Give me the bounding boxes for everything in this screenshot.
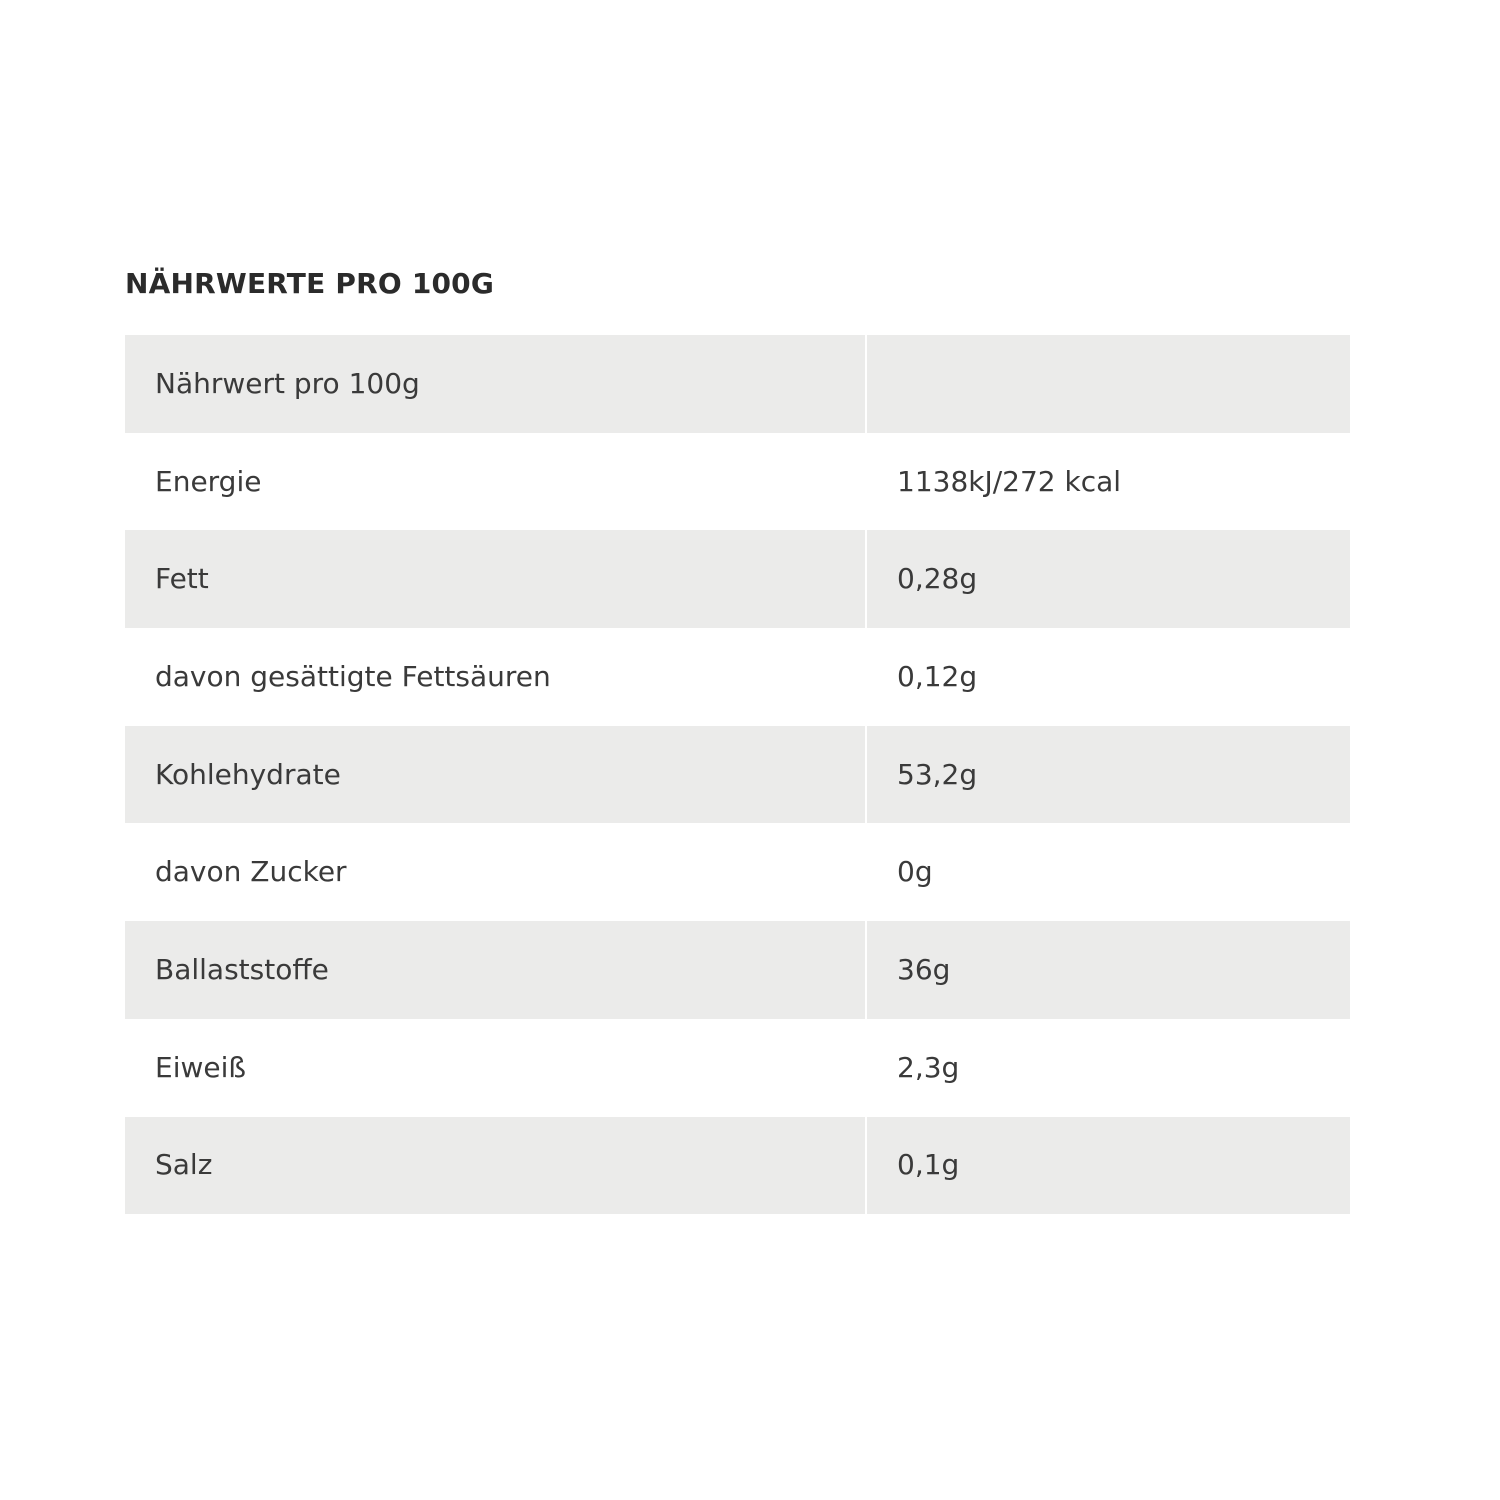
row-label: Nährwert pro 100g	[125, 335, 865, 433]
row-label: Energie	[125, 433, 865, 531]
table-row-salz	[125, 1117, 1350, 1215]
row-value: 0,28g	[865, 530, 1350, 628]
nutrition-table	[125, 335, 1350, 1214]
row-value: 1138kJ/272 kcal	[865, 433, 1350, 531]
row-value: 0,1g	[865, 1117, 1350, 1215]
section-title: NÄHRWERTE PRO 100G	[125, 267, 495, 300]
table-row-fett	[125, 530, 1350, 628]
table-row-kohlehydrate	[125, 726, 1350, 824]
table-row-eiweiss	[125, 1019, 1350, 1117]
table-row-ballaststoffe	[125, 921, 1350, 1019]
row-label: davon Zucker	[125, 823, 865, 921]
row-value: 36g	[865, 921, 1350, 1019]
row-value	[865, 335, 1350, 433]
row-label: Ballaststoffe	[125, 921, 865, 1019]
row-value: 0g	[865, 823, 1350, 921]
row-label: Salz	[125, 1117, 865, 1215]
row-label: Kohlehydrate	[125, 726, 865, 824]
row-label: Eiweiß	[125, 1019, 865, 1117]
row-value: 53,2g	[865, 726, 1350, 824]
row-label: davon gesättigte Fettsäuren	[125, 628, 865, 726]
table-header-row	[125, 335, 1350, 433]
table-row-energie	[125, 433, 1350, 531]
row-value: 2,3g	[865, 1019, 1350, 1117]
table-row-gesaettigte-fettsaeuren	[125, 628, 1350, 726]
table-row-zucker	[125, 823, 1350, 921]
row-value: 0,12g	[865, 628, 1350, 726]
row-label: Fett	[125, 530, 865, 628]
